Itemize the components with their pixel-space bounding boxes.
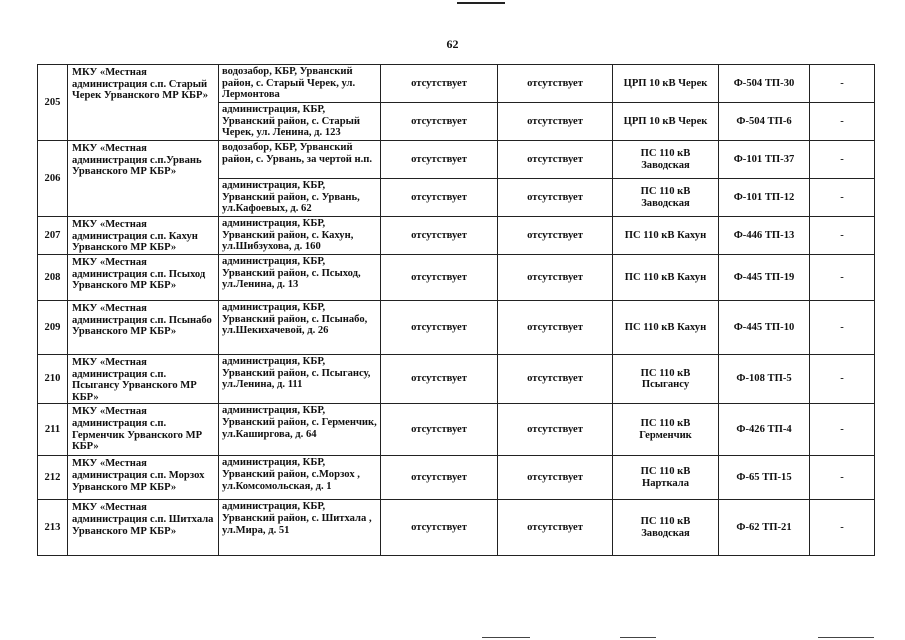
bottom-rule xyxy=(620,637,656,638)
status-cell: отсутствует xyxy=(498,456,613,500)
status-cell: отсутствует xyxy=(498,255,613,301)
status-cell: отсутствует xyxy=(381,456,498,500)
empty-mark-cell: - xyxy=(810,103,875,141)
status-cell: отсутствует xyxy=(381,179,498,217)
table-row xyxy=(38,65,875,103)
empty-mark-cell: - xyxy=(810,404,875,456)
address-cell: администрация, КБР, Урванский район, с. Урвань, ул.Кафоевых, д. 62 xyxy=(219,179,381,217)
organization-cell: МКУ «Местная администрация с.п. Шитхала Урванского МР КБР» xyxy=(68,500,219,556)
status-cell: отсутствует xyxy=(381,65,498,103)
empty-mark-cell: - xyxy=(810,179,875,217)
substation-cell: ПС 110 кВ Заводская xyxy=(613,141,719,179)
top-rule xyxy=(457,2,505,4)
status-cell: отсутствует xyxy=(498,500,613,556)
row-number: 205 xyxy=(38,65,68,141)
status-cell: отсутствует xyxy=(498,103,613,141)
bottom-rule xyxy=(818,637,874,638)
feeder-cell: Ф-445 ТП-19 xyxy=(719,255,810,301)
row-number: 209 xyxy=(38,301,68,355)
feeder-cell: Ф-101 ТП-12 xyxy=(719,179,810,217)
row-number: 213 xyxy=(38,500,68,556)
substation-cell: ЦРП 10 кВ Черек xyxy=(613,65,719,103)
substation-cell: ПС 110 кВ Кахун xyxy=(613,217,719,255)
address-cell: водозабор, КБР, Урванский район, с. Старый Черек, ул. Лермонтова xyxy=(219,65,381,103)
organization-cell: МКУ «Местная администрация с.п. Старый Черек Урванского МР КБР» xyxy=(68,65,219,141)
substation-cell: ПС 110 кВ Псыгансу xyxy=(613,355,719,404)
page-number: 62 xyxy=(446,37,459,51)
address-cell: администрация, КБР, Урванский район, с. Псыгансу, ул.Ленина, д. 111 xyxy=(219,355,381,404)
substation-cell: ПС 110 кВ Кахун xyxy=(613,301,719,355)
status-cell: отсутствует xyxy=(381,355,498,404)
empty-mark-cell: - xyxy=(810,141,875,179)
empty-mark-cell: - xyxy=(810,456,875,500)
status-cell: отсутствует xyxy=(498,404,613,456)
empty-mark-cell: - xyxy=(810,355,875,404)
feeder-cell: Ф-101 ТП-37 xyxy=(719,141,810,179)
status-cell: отсутствует xyxy=(381,500,498,556)
substation-cell: ПС 110 кВ Нарткала xyxy=(613,456,719,500)
organization-cell: МКУ «Местная администрация с.п.Урвань Урванского МР КБР» xyxy=(68,141,219,217)
substation-cell: ПС 110 кВ Герменчик xyxy=(613,404,719,456)
status-cell: отсутствует xyxy=(498,301,613,355)
status-cell: отсутствует xyxy=(381,255,498,301)
table-row xyxy=(38,355,875,404)
table-row xyxy=(38,217,875,255)
feeder-cell: Ф-426 ТП-4 xyxy=(719,404,810,456)
empty-mark-cell: - xyxy=(810,65,875,103)
feeder-cell: Ф-62 ТП-21 xyxy=(719,500,810,556)
bottom-rule xyxy=(482,637,530,638)
address-cell: администрация, КБР, Урванский район, с. Старый Черек, ул. Ленина, д. 123 xyxy=(219,103,381,141)
table-body xyxy=(38,65,875,556)
status-cell: отсутствует xyxy=(498,355,613,404)
table-row xyxy=(38,301,875,355)
status-cell: отсутствует xyxy=(381,103,498,141)
table-row xyxy=(38,500,875,556)
table-row xyxy=(38,141,875,179)
row-number: 206 xyxy=(38,141,68,217)
feeder-cell: Ф-65 ТП-15 xyxy=(719,456,810,500)
status-cell: отсутствует xyxy=(381,404,498,456)
empty-mark-cell: - xyxy=(810,500,875,556)
row-number: 212 xyxy=(38,456,68,500)
organization-cell: МКУ «Местная администрация с.п. Псыход Урванского МР КБР» xyxy=(68,255,219,301)
substation-cell: ПС 110 кВ Кахун xyxy=(613,255,719,301)
address-cell: администрация, КБР, Урванский район, с. Шитхала , ул.Мира, д. 51 xyxy=(219,500,381,556)
organization-cell: МКУ «Местная администрация с.п. Псынабо Урванского МР КБР» xyxy=(68,301,219,355)
address-cell: администрация, КБР, Урванский район, с.Морзох , ул.Комсомольская, д. 1 xyxy=(219,456,381,500)
empty-mark-cell: - xyxy=(810,301,875,355)
table-row xyxy=(38,456,875,500)
substation-cell: ПС 110 кВ Заводская xyxy=(613,179,719,217)
organization-cell: МКУ «Местная администрация с.п. Псыгансу Урванского МР КБР» xyxy=(68,355,219,404)
status-cell: отсутствует xyxy=(381,217,498,255)
empty-mark-cell: - xyxy=(810,255,875,301)
feeder-cell: Ф-108 ТП-5 xyxy=(719,355,810,404)
status-cell: отсутствует xyxy=(498,141,613,179)
status-cell: отсутствует xyxy=(498,65,613,103)
organization-cell: МКУ «Местная администрация с.п. Герменчик Урванского МР КБР» xyxy=(68,404,219,456)
feeder-cell: Ф-504 ТП-6 xyxy=(719,103,810,141)
substation-cell: ЦРП 10 кВ Черек xyxy=(613,103,719,141)
empty-mark-cell: - xyxy=(810,217,875,255)
status-cell: отсутствует xyxy=(381,141,498,179)
address-cell: водозабор, КБР, Урванский район, с. Урвань, за чертой н.п. xyxy=(219,141,381,179)
address-cell: администрация, КБР, Урванский район, с. Кахун, ул.Шибзухова, д. 160 xyxy=(219,217,381,255)
address-cell: администрация, КБР, Урванский район, с. Псыход, ул.Ленина, д. 13 xyxy=(219,255,381,301)
connections-table xyxy=(37,64,875,556)
status-cell: отсутствует xyxy=(498,179,613,217)
substation-cell: ПС 110 кВ Заводская xyxy=(613,500,719,556)
status-cell: отсутствует xyxy=(381,301,498,355)
row-number: 208 xyxy=(38,255,68,301)
status-cell: отсутствует xyxy=(498,217,613,255)
row-number: 210 xyxy=(38,355,68,404)
address-cell: администрация, КБР, Урванский район, с. Герменчик, ул.Каширгова, д. 64 xyxy=(219,404,381,456)
row-number: 211 xyxy=(38,404,68,456)
feeder-cell: Ф-446 ТП-13 xyxy=(719,217,810,255)
organization-cell: МКУ «Местная администрация с.п. Морзох Урванского МР КБР» xyxy=(68,456,219,500)
row-number: 207 xyxy=(38,217,68,255)
feeder-cell: Ф-504 ТП-30 xyxy=(719,65,810,103)
organization-cell: МКУ «Местная администрация с.п. Кахун Урванского МР КБР» xyxy=(68,217,219,255)
address-cell: администрация, КБР, Урванский район, с. Псынабо, ул.Шекихачевой, д. 26 xyxy=(219,301,381,355)
table-row xyxy=(38,255,875,301)
feeder-cell: Ф-445 ТП-10 xyxy=(719,301,810,355)
table-row xyxy=(38,404,875,456)
